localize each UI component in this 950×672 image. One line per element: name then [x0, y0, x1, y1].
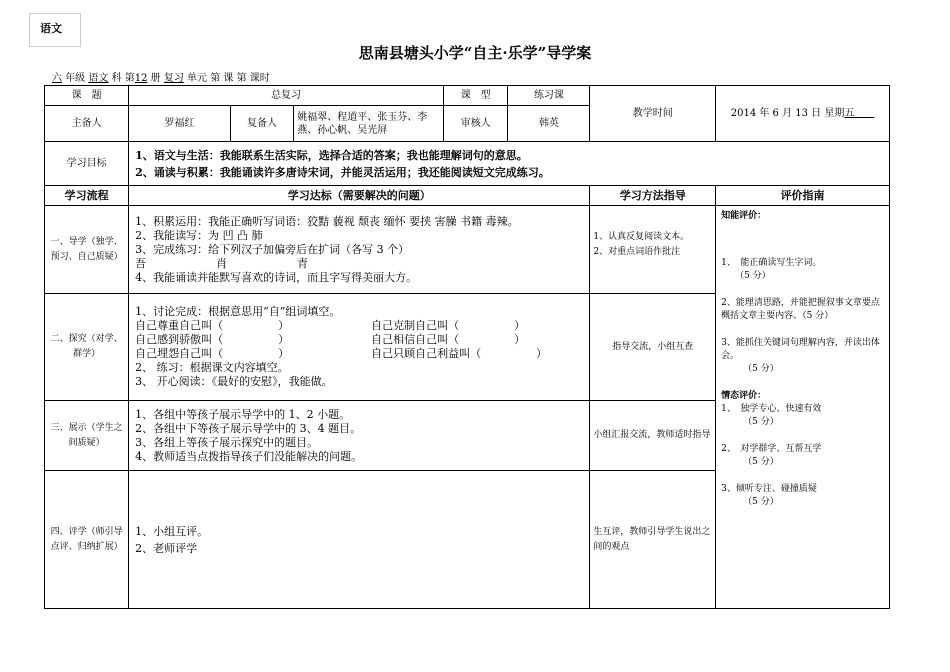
- date-text: 2014 年 6 月 13 日 星期: [730, 108, 845, 119]
- knowledge-eval-title: 知能评价：: [721, 211, 767, 221]
- grade-label: 年级: [65, 73, 86, 84]
- content-line: 1、讨论完成：根据意思用“自”组词填空。: [135, 305, 341, 318]
- preparer-label: 主备人: [45, 106, 129, 142]
- type-value: 练习课: [508, 86, 590, 106]
- section-content: [129, 471, 590, 609]
- column-header-flow: 学习流程: [45, 186, 129, 206]
- content-line: 3、完成练习：给下列汉子加偏旁后在扩词（各写 3 个）: [135, 242, 410, 256]
- section-content: [129, 401, 590, 471]
- content-line: 2、 练习：根据课文内容填空。: [135, 361, 289, 374]
- method-line: 指导交流，小组互查: [612, 341, 694, 352]
- reviewer-value: 韩英: [508, 106, 590, 142]
- book-value: 12: [134, 73, 148, 84]
- stage-cell: 二、探究（对学、群学）: [45, 294, 129, 401]
- fill-pair-row: [135, 333, 586, 347]
- method-cell: [590, 294, 716, 401]
- eval-line: 3、倾听专注、碰撞质疑: [721, 484, 817, 494]
- evaluation-guide: [716, 206, 890, 609]
- fill-pair-row: [135, 319, 586, 333]
- content-line: 2、我能读写：为 凹 凸 肺: [135, 228, 263, 242]
- method-line: 小组汇报交流，教师适时指导: [593, 430, 711, 440]
- content-line: 2、老师评学: [135, 541, 198, 555]
- time-label: 教学时间: [590, 86, 716, 142]
- grade-value: 六: [52, 73, 62, 84]
- eval-score: （5 分）: [743, 417, 779, 427]
- goal-item: 1、语文与生活：我能联系生活实际，选择合适的答案；我也能理解词句的意思。: [135, 148, 528, 162]
- eval-line: 1、 独学专心、快速有效: [721, 404, 822, 414]
- method-line: 2、对重点词语作批注: [593, 247, 681, 257]
- method-cell: [590, 206, 716, 294]
- subject-tag: 语文: [29, 13, 81, 47]
- page-title: 思南县塘头小学“自主·乐学”导学案: [358, 44, 592, 62]
- content-line: 3、 开心阅读：《最好的安慰》，我能做。: [135, 375, 333, 388]
- content-line: 3、各组上等孩子展示探究中的题目。: [135, 435, 319, 449]
- meta-rest: 单元 第 课 第 课时: [187, 73, 270, 84]
- eval-score: （5 分）: [743, 364, 779, 374]
- emotion-eval-title: 情态评价：: [721, 391, 767, 401]
- book-label: 册: [150, 73, 161, 84]
- reviewer-label: 审核人: [443, 106, 507, 142]
- co-preparer-label: 复备人: [230, 106, 293, 142]
- course-meta-line: [52, 69, 270, 84]
- preparer-value: 罗福红: [129, 106, 231, 142]
- goals-label: 学习目标: [45, 142, 129, 186]
- method-cell: [590, 471, 716, 609]
- topic-label: 课 题: [45, 86, 129, 106]
- content-line: 1、小组互评。: [135, 524, 209, 538]
- content-line: 4、我能诵读并能默写喜欢的诗词，而且字写得美丽大方。: [135, 270, 418, 284]
- subject-value: 语文: [88, 73, 109, 84]
- fill-item: 自己相信自己叫（ ）: [371, 333, 526, 346]
- eval-score: （5 分）: [743, 457, 779, 467]
- fill-item: 自己埋怨自己叫（ ）: [135, 347, 290, 360]
- section-content: [129, 206, 590, 294]
- section-content: [129, 294, 590, 401]
- fill-pair-row: [135, 347, 586, 361]
- unit-value: 复习: [163, 73, 184, 84]
- column-header-method: 学习方法指导: [590, 186, 716, 206]
- eval-score: （5 分）: [743, 497, 779, 507]
- content-line: 2、各组中下等孩子展示导学中的 3、4 题目。: [135, 421, 362, 435]
- fill-item: 自己尊重自己叫（ ）: [135, 319, 290, 332]
- method-line: 1、认真反复阅读文本。: [593, 232, 690, 242]
- topic-value: 总复习: [129, 86, 444, 106]
- eval-line: 1、 能正确读写生字词。: [721, 258, 822, 268]
- stage-cell: 四、评学（师引导点评、归纳扩展）: [45, 471, 129, 609]
- column-header-evaluation: 评价指南: [716, 186, 890, 206]
- column-header-goals: 学习达标（需要解决的问题）: [129, 186, 590, 206]
- goal-item: 2、诵读与积累：我能诵读许多唐诗宋词，并能灵活运用；我还能阅读短文完成练习。: [135, 165, 550, 179]
- teaching-date: [716, 86, 890, 142]
- fill-item: 自己克制自己叫（ ）: [371, 319, 526, 332]
- stage-cell: 三、展示（学生之间质疑）: [45, 401, 129, 471]
- fill-item: 自己感到骄傲叫（ ）: [135, 333, 290, 346]
- type-label: 课 型: [443, 86, 507, 106]
- eval-score: （5 分）: [735, 271, 771, 281]
- method-line: 生互评，教师引导学生说出之间的观点: [593, 526, 711, 552]
- content-line: 1、各组中等孩子展示导学中的 1、2 小题。: [135, 407, 351, 421]
- eval-line: 3、能抓住关键词句理解内容，并读出体会。: [721, 338, 880, 361]
- content-line: 4、教师适当点拨指导孩子们没能解决的问题。: [135, 449, 363, 463]
- content-line: 吾 肖 青: [135, 256, 309, 270]
- co-preparers-value: 姚福翠、程道平、张玉芬、李燕、孙心帆、吴光屏: [294, 106, 444, 142]
- book-prefix: 第: [124, 73, 135, 84]
- method-cell: [590, 401, 716, 471]
- goals-content: [129, 142, 890, 186]
- stage-cell: 一、导学（独学、预习、自己质疑）: [45, 206, 129, 294]
- eval-line: 2、 对学群学、互帮互学: [721, 444, 822, 454]
- subject-label: 科: [111, 73, 122, 84]
- weekday-value: 五: [844, 108, 855, 119]
- eval-line: 2、能理清思路，并能把握叙事文章要点概括文章主要内容。（5 分）: [721, 298, 880, 321]
- lesson-plan-table: [44, 85, 890, 609]
- content-line: 1、积累运用：我能正确听写词语：狡黠 藐视 颓丧 缅怀 要挟 害臊 书籍 毒辣。: [135, 214, 519, 228]
- fill-item: 自己只顾自己利益叫（ ）: [371, 347, 548, 360]
